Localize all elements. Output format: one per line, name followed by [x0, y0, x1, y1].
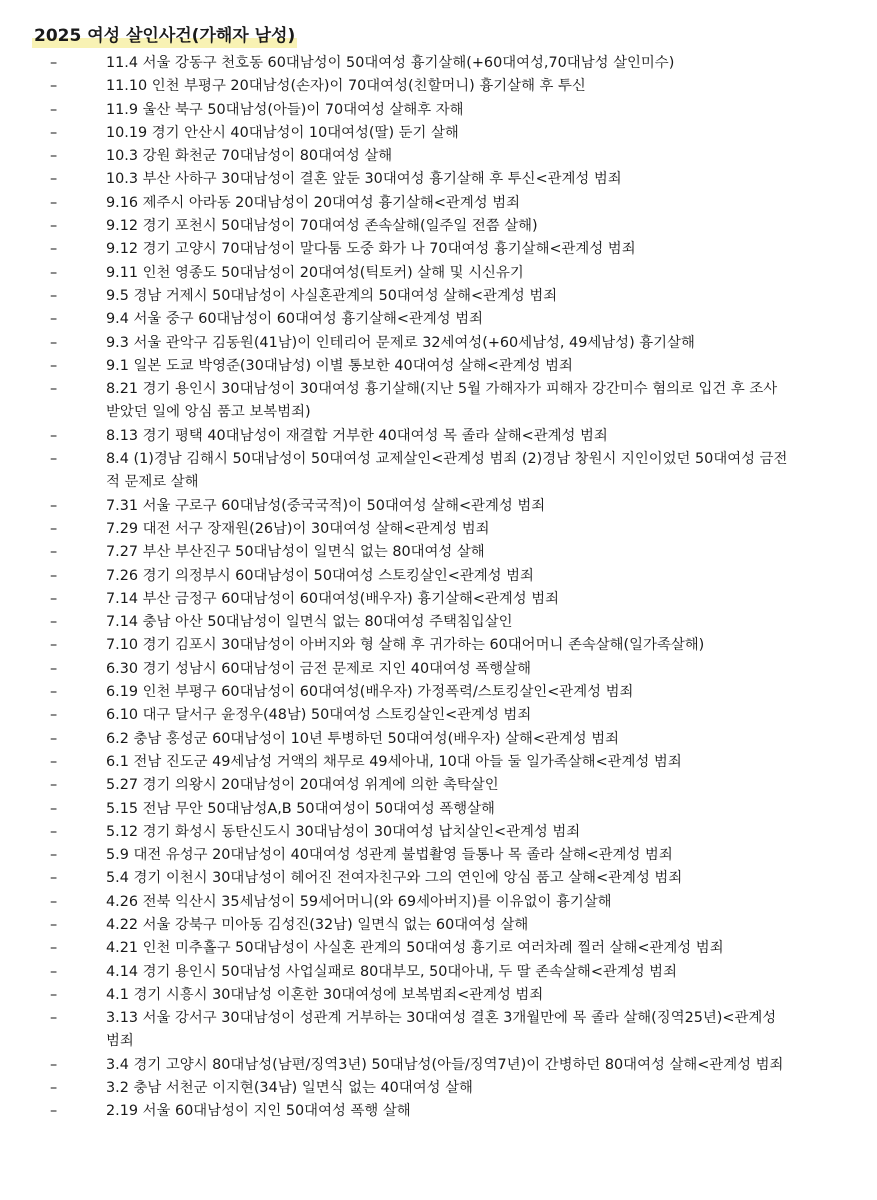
list-item: [32, 634, 853, 657]
case-entry-text: 4.1 경기 시흥시 30대남성 이혼한 30대여성에 보복범죄<관계성 범죄: [106, 986, 544, 1003]
case-entry-text: 4.22 서울 강북구 미아동 김성진(32남) 일면식 없는 60대여성 살해: [106, 916, 529, 933]
case-entry-text: 11.4 서울 강동구 천호동 60대남성이 50대여성 흉기살해(+60대여성,70대남성 살인미수): [106, 55, 675, 71]
list-item: [32, 611, 853, 634]
bullet-dash: –: [50, 800, 58, 817]
bullet-dash: –: [50, 311, 58, 328]
list-item: [32, 681, 853, 704]
bullet-dash: –: [50, 520, 58, 537]
list-item: [32, 495, 853, 518]
bullet-dash: –: [50, 334, 58, 351]
case-entry-text: 6.10 대구 달서구 윤정우(48남) 50대여성 스토킹살인<관계성 범죄: [106, 707, 532, 724]
case-entry-text: 7.26 경기 의정부시 60대남성이 50대여성 스토킹살인<관계성 범죄: [106, 567, 534, 584]
list-item: [32, 658, 853, 681]
list-item: [32, 821, 853, 844]
list-item: [32, 588, 853, 611]
list-item: [32, 844, 853, 867]
bullet-dash: –: [50, 730, 58, 747]
case-entry-text: 9.16 제주시 아라동 20대남성이 20대여성 흉기살해<관계성 범죄: [106, 194, 521, 211]
bullet-dash: –: [50, 1103, 58, 1120]
case-entry-text: 11.10 인천 부평구 20대남성(손자)이 70대여성(친할머니) 흉기살해 후 투신: [106, 78, 586, 95]
list-item: [32, 122, 853, 145]
case-entry-text: 8.4 (1)경남 김해시 50대남성이 50대여성 교제살인<관계성 범죄 (2)경남 창원시 지인이었던 50대여성 금전 적 문제로 살해: [106, 451, 788, 491]
bullet-dash: –: [50, 893, 58, 910]
document-title: 2025 여성 살인사건(가해자 남성): [34, 26, 296, 46]
case-entry-text: 5.9 대전 유성구 20대남성이 40대여성 성관계 불법촬영 들통나 목 졸라 살해<관계성 범죄: [106, 847, 673, 864]
bullet-dash: –: [50, 823, 58, 840]
case-entry-text: 7.14 충남 아산 50대남성이 일면식 없는 80대여성 주택침입살인: [106, 614, 513, 631]
bullet-dash: –: [50, 497, 58, 514]
bullet-dash: –: [50, 986, 58, 1003]
list-item: [32, 751, 853, 774]
case-entry-text: 7.14 부산 금정구 60대남성이 60대여성(배우자) 흉기살해<관계성 범죄: [106, 590, 560, 607]
case-entry-text: 9.12 경기 고양시 70대남성이 말다툼 도중 화가 나 70대여성 흉기살해<관계성 범죄: [106, 241, 636, 258]
case-entry-text: 9.5 경남 거제시 50대남성이 사실혼관계의 50대여성 살해<관계성 범죄: [106, 287, 558, 304]
case-entry-text: 7.29 대전 서구 장재원(26남)이 30대여성 살해<관계성 범죄: [106, 520, 490, 537]
bullet-dash: –: [50, 1056, 58, 1073]
list-item: [32, 914, 853, 937]
case-list: [32, 52, 853, 1124]
bullet-dash: –: [50, 194, 58, 211]
bullet-dash: –: [50, 847, 58, 864]
list-item: [32, 1054, 853, 1077]
bullet-dash: –: [50, 660, 58, 677]
bullet-dash: –: [50, 451, 58, 468]
case-entry-text: 5.12 경기 화성시 동탄신도시 30대남성이 30대여성 납치살인<관계성 범죄: [106, 823, 581, 840]
list-item: [32, 145, 853, 168]
bullet-dash: –: [50, 637, 58, 654]
bullet-dash: –: [50, 940, 58, 957]
case-entry-text: 7.10 경기 김포시 30대남성이 아버지와 형 살해 후 귀가하는 60대어머니 존속살해(일가족살해): [106, 637, 705, 654]
list-item: [32, 1007, 853, 1054]
case-entry-text: 4.14 경기 용인시 50대남성 사업실패로 80대부모, 50대아내, 두 딸 존속살해<관계성 범죄: [106, 963, 677, 980]
case-entry-text: 7.27 부산 부산진구 50대남성이 일면식 없는 80대여성 살해: [106, 544, 485, 561]
case-entry-text: 5.4 경기 이천시 30대남성이 헤어진 전여자친구와 그의 연인에 앙심 품고 살해<관계성 범죄: [106, 870, 683, 887]
case-entry-text: 5.15 전남 무안 50대남성A,B 50대여성이 50대여성 폭행살해: [106, 800, 495, 817]
list-item: [32, 355, 853, 378]
case-entry-text: 6.19 인천 부평구 60대남성이 60대여성(배우자) 가정폭력/스토킹살인<관계성 범죄: [106, 684, 634, 701]
list-item: [32, 52, 853, 75]
case-entry-text: 10.3 부산 사하구 30대남성이 결혼 앞둔 30대여성 흉기살해 후 투신<관계성 범죄: [106, 171, 622, 188]
case-entry-text: 9.12 경기 포천시 50대남성이 70대여성 존속살해(일주일 전쯤 살해): [106, 218, 538, 235]
bullet-dash: –: [50, 171, 58, 188]
case-entry-text: 9.3 서울 관악구 김동원(41남)이 인테리어 문제로 32세여성(+60세남성, 49세남성) 흉기살해: [106, 334, 695, 351]
bullet-dash: –: [50, 544, 58, 561]
bullet-dash: –: [50, 684, 58, 701]
bullet-dash: –: [50, 148, 58, 165]
list-item: [32, 728, 853, 751]
case-entry-text: 9.11 인천 영종도 50대남성이 20대여성(틱토커) 살해 및 시신유기: [106, 264, 524, 281]
list-item: [32, 215, 853, 238]
bullet-dash: –: [50, 218, 58, 235]
list-item: [32, 378, 853, 425]
list-item: [32, 192, 853, 215]
case-entry-text: 5.27 경기 의왕시 20대남성이 20대여성 위계에 의한 촉탁살인: [106, 777, 499, 794]
list-item: [32, 961, 853, 984]
list-item: [32, 867, 853, 890]
case-entry-text: 9.1 일본 도쿄 박영준(30대남성) 이별 통보한 40대여성 살해<관계성 범죄: [106, 357, 573, 374]
bullet-dash: –: [50, 78, 58, 95]
list-item: [32, 798, 853, 821]
list-item: [32, 99, 853, 122]
bullet-dash: –: [50, 590, 58, 607]
case-entry-text: 8.21 경기 용인시 30대남성이 30대여성 흉기살해(지난 5월 가해자가 피해자 강간미수 혐의로 입건 후 조사 받았던 일에 앙심 품고 보복범죄): [106, 381, 778, 421]
list-item: [32, 285, 853, 308]
bullet-dash: –: [50, 916, 58, 933]
case-entry-text: 10.3 강원 화천군 70대남성이 80대여성 살해: [106, 148, 393, 165]
bullet-dash: –: [50, 381, 58, 398]
bullet-dash: –: [50, 777, 58, 794]
bullet-dash: –: [50, 870, 58, 887]
list-item: [32, 774, 853, 797]
bullet-dash: –: [50, 101, 58, 118]
case-entry-text: 4.26 전북 익산시 35세남성이 59세어머니(와 69세아버지)를 이유없이 흉기살해: [106, 893, 612, 910]
bullet-dash: –: [50, 1080, 58, 1097]
case-entry-text: 3.2 충남 서천군 이지현(34남) 일면식 없는 40대여성 살해: [106, 1080, 473, 1097]
bullet-dash: –: [50, 287, 58, 304]
bullet-dash: –: [50, 567, 58, 584]
list-item: [32, 541, 853, 564]
bullet-dash: –: [50, 124, 58, 141]
list-item: [32, 1077, 853, 1100]
case-entry-text: 10.19 경기 안산시 40대남성이 10대여성(딸) 둔기 살해: [106, 124, 459, 141]
bullet-dash: –: [50, 264, 58, 281]
list-item: [32, 425, 853, 448]
list-item: [32, 984, 853, 1007]
case-entry-text: 11.9 울산 북구 50대남성(아들)이 70대여성 살해후 자해: [106, 101, 464, 118]
case-entry-text: 8.13 경기 평택 40대남성이 재결합 거부한 40대여성 목 졸라 살해<관계성 범죄: [106, 427, 608, 444]
list-item: [32, 262, 853, 285]
case-entry-text: 6.1 전남 진도군 49세남성 거액의 채무로 49세아내, 10대 아들 둘 일가족살해<관계성 범죄: [106, 753, 682, 770]
case-entry-text: 4.21 인천 미추홀구 50대남성이 사실혼 관계의 50대여성 흉기로 여러차례 찔러 살해<관계성 범죄: [106, 940, 724, 957]
bullet-dash: –: [50, 55, 58, 71]
list-item: [32, 518, 853, 541]
list-item: [32, 238, 853, 261]
bullet-dash: –: [50, 1010, 58, 1027]
case-entry-text: 6.30 경기 성남시 60대남성이 금전 문제로 지인 40대여성 폭행살해: [106, 660, 531, 677]
list-item: [32, 448, 853, 495]
case-entry-text: 3.4 경기 고양시 80대남성(남편/징역3년) 50대남성(아들/징역7년)이 간병하던 80대여성 살해<관계성 범죄: [106, 1056, 784, 1073]
list-item: [32, 704, 853, 727]
list-item: [32, 168, 853, 191]
case-entry-text: 9.4 서울 중구 60대남성이 60대여성 흉기살해<관계성 범죄: [106, 311, 484, 328]
case-entry-text: 3.13 서울 강서구 30대남성이 성관계 거부하는 30대여성 결혼 3개월만에 목 졸라 살해(징역25년)<관계성 범죄: [106, 1010, 777, 1050]
list-item: [32, 1100, 853, 1123]
bullet-dash: –: [50, 753, 58, 770]
bullet-dash: –: [50, 963, 58, 980]
list-item: [32, 937, 853, 960]
case-entry-text: 7.31 서울 구로구 60대남성(중국국적)이 50대여성 살해<관계성 범죄: [106, 497, 546, 514]
bullet-dash: –: [50, 241, 58, 258]
list-item: [32, 565, 853, 588]
case-entry-text: 2.19 서울 60대남성이 지인 50대여성 폭행 살해: [106, 1103, 411, 1120]
bullet-dash: –: [50, 707, 58, 724]
list-item: [32, 332, 853, 355]
bullet-dash: –: [50, 357, 58, 374]
case-entry-text: 6.2 충남 홍성군 60대남성이 10년 투병하던 50대여성(배우자) 살해<관계성 범죄: [106, 730, 620, 747]
list-item: [32, 308, 853, 331]
bullet-dash: –: [50, 427, 58, 444]
list-item: [32, 891, 853, 914]
list-item: [32, 75, 853, 98]
bullet-dash: –: [50, 614, 58, 631]
